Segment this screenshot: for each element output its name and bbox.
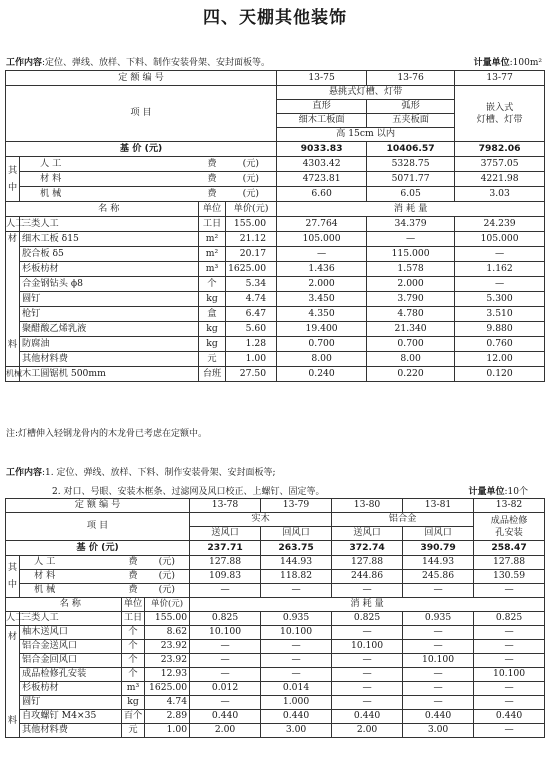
- material-price: 5.60: [226, 322, 277, 337]
- labor-qty: 27.764: [277, 217, 367, 232]
- cost-value: 144.93: [403, 556, 474, 570]
- material-unit: 个: [122, 654, 145, 668]
- labor-qty: 0.825: [474, 612, 545, 626]
- material-unit: 个: [199, 277, 226, 292]
- machine-qty: 0.220: [367, 367, 455, 382]
- cost-value: 127.88: [332, 556, 403, 570]
- cost-value: 6.60: [277, 187, 367, 202]
- board-header: 细木工板面: [277, 114, 367, 128]
- material-name: 圆钉: [20, 696, 122, 710]
- of-which-char: 中: [7, 578, 18, 590]
- cost-row: [6, 570, 545, 584]
- material-row: [6, 724, 545, 738]
- work-content-label: 工作内容: [6, 468, 43, 478]
- name-col-header: 名 称: [20, 598, 122, 612]
- price-col-header: 单价(元): [226, 202, 277, 217]
- material-unit: 个: [122, 668, 145, 682]
- material-unit: 元: [122, 724, 145, 738]
- material-row: [6, 322, 545, 337]
- quota-code: 13-80: [332, 499, 403, 513]
- material-qty: 10.100: [474, 668, 545, 682]
- work-content-text: :1. 定位、弹线、放样、下料、制作安装骨架、安封面板等;: [42, 468, 276, 478]
- material-unit: 元: [199, 352, 226, 367]
- material-qty: 19.400: [277, 322, 367, 337]
- material-row: [6, 626, 545, 640]
- cost-value: 130.59: [474, 570, 545, 584]
- material-qty: 3.790: [367, 292, 455, 307]
- material-qty: 2.00: [332, 724, 403, 738]
- unit-col-header: 单位: [199, 202, 226, 217]
- quota-table-2: [5, 498, 545, 738]
- material-qty: 0.440: [261, 710, 332, 724]
- material-row: [6, 262, 545, 277]
- material-qty: —: [474, 626, 545, 640]
- unit-col-header: 单位: [122, 598, 145, 612]
- base-price-label: 基 价 (元): [6, 541, 190, 556]
- machine-unit: 台班: [199, 367, 226, 382]
- material-row: [6, 696, 545, 710]
- material-qty: —: [474, 640, 545, 654]
- cost-name: 人 工: [20, 556, 122, 570]
- material-qty: 0.440: [332, 710, 403, 724]
- cost-value: —: [190, 584, 261, 598]
- material-name: 细木工板 δ15: [20, 232, 199, 247]
- quota-code: 13-81: [403, 499, 474, 513]
- inspection-header: [474, 513, 545, 541]
- material-price: 4.74: [226, 292, 277, 307]
- material-qty: 0.014: [261, 682, 332, 696]
- material-row: [6, 682, 545, 696]
- material-name: 其他材料费: [20, 352, 199, 367]
- material-price: 1.00: [145, 724, 190, 738]
- material-qty: 3.510: [455, 307, 545, 322]
- material-qty: 105.000: [455, 232, 545, 247]
- labor-qty: 24.239: [455, 217, 545, 232]
- material-qty: 21.340: [367, 322, 455, 337]
- material-qty: —: [332, 696, 403, 710]
- page-title: 四、天棚其他装饰: [203, 8, 347, 28]
- material-price: 5.34: [226, 277, 277, 292]
- work-content-1: [6, 55, 270, 68]
- shape-header: 直形: [277, 100, 367, 114]
- of-which-label: [6, 556, 20, 598]
- material-price: 1.00: [226, 352, 277, 367]
- board-header: 五夹板面: [367, 114, 455, 128]
- work-content-line-2: 2. 对口、号眼、安装木框条、过滤网及风口校正、上螺钉、固定等。: [52, 487, 325, 497]
- material-qty: —: [277, 247, 367, 262]
- height-header: 高 15cm 以内: [277, 128, 455, 142]
- material-unit: m³: [199, 262, 226, 277]
- material-price: 4.74: [145, 696, 190, 710]
- labor-name: 三类人工: [20, 217, 199, 232]
- cost-value: 244.86: [332, 570, 403, 584]
- labor-category: 人工: [6, 217, 20, 232]
- material-qty: 0.700: [367, 337, 455, 352]
- cost-fee: 费: [199, 172, 226, 187]
- cost-fee: 费: [199, 157, 226, 172]
- quota-code: 13-79: [261, 499, 332, 513]
- material-qty: 4.350: [277, 307, 367, 322]
- material-price: 8.62: [145, 626, 190, 640]
- quota-table-1: [5, 70, 545, 382]
- material-qty: —: [403, 640, 474, 654]
- material-row: [6, 292, 545, 307]
- material-unit: kg: [199, 337, 226, 352]
- cost-value: 109.83: [190, 570, 261, 584]
- cost-value: 6.05: [367, 187, 455, 202]
- cost-value: 4723.81: [277, 172, 367, 187]
- material-name: 聚醋酸乙烯乳液: [20, 322, 199, 337]
- cost-name: 材 料: [20, 570, 122, 584]
- material-row: [6, 307, 545, 322]
- material-qty: 3.00: [403, 724, 474, 738]
- machine-price: 27.50: [226, 367, 277, 382]
- material-qty: 8.00: [367, 352, 455, 367]
- cost-unit: (元): [226, 187, 277, 202]
- cost-value: 5328.75: [367, 157, 455, 172]
- work-content-text: :定位、弹线、放样、下料、制作安装骨架、安封面板等。: [42, 58, 271, 68]
- material-qty: —: [403, 682, 474, 696]
- material-name: 圆钉: [20, 292, 199, 307]
- material-qty: 2.000: [367, 277, 455, 292]
- price-col-header: 单价(元): [145, 598, 190, 612]
- material-name: 合金钢钻头 ϕ8: [20, 277, 199, 292]
- material-qty: 12.00: [455, 352, 545, 367]
- cost-row: [6, 584, 545, 598]
- base-price-value: 9033.83: [277, 142, 367, 157]
- cost-value: 144.93: [261, 556, 332, 570]
- embedded-line-2: 灯槽、灯带: [476, 113, 523, 125]
- material-qty: —: [332, 682, 403, 696]
- material-name: 枪钉: [20, 307, 199, 322]
- material-name: 杉板枋材: [20, 682, 122, 696]
- labor-qty: 0.825: [332, 612, 403, 626]
- cost-value: —: [261, 584, 332, 598]
- material-qty: 8.00: [277, 352, 367, 367]
- material-row: [6, 232, 545, 247]
- material-qty: 105.000: [277, 232, 367, 247]
- cost-value: 118.82: [261, 570, 332, 584]
- quota-number-header: 定 额 编 号: [6, 71, 277, 86]
- material-qty: —: [403, 626, 474, 640]
- material-qty: 0.440: [474, 710, 545, 724]
- material-qty: —: [367, 232, 455, 247]
- labor-qty: 0.935: [403, 612, 474, 626]
- group-header: 铝合金: [332, 513, 474, 527]
- material-row: [6, 710, 545, 724]
- cost-fee: 费: [122, 570, 145, 584]
- labor-unit: 工日: [122, 612, 145, 626]
- base-price-value: 390.79: [403, 541, 474, 556]
- material-qty: —: [190, 668, 261, 682]
- material-qty: 2.00: [190, 724, 261, 738]
- material-qty: 3.00: [261, 724, 332, 738]
- cost-value: 5071.77: [367, 172, 455, 187]
- measure-unit-label: 计量单位: [473, 58, 510, 68]
- machine-qty: 0.120: [455, 367, 545, 382]
- material-row: [6, 277, 545, 292]
- material-qty: —: [474, 682, 545, 696]
- material-qty: —: [190, 640, 261, 654]
- material-category-char: 材: [7, 631, 18, 642]
- material-qty: —: [261, 668, 332, 682]
- group-header: 悬挑式灯槽、灯带: [277, 86, 455, 100]
- group-header: 实木: [190, 513, 332, 527]
- material-price: 1.28: [226, 337, 277, 352]
- material-category-char: 料: [7, 339, 18, 351]
- material-unit: m³: [122, 682, 145, 696]
- consumption-header: 消 耗 量: [277, 202, 545, 217]
- quota-code: 13-77: [455, 71, 545, 86]
- material-unit: 百个: [122, 710, 145, 724]
- material-qty: —: [190, 654, 261, 668]
- material-qty: —: [261, 654, 332, 668]
- material-row: [6, 247, 545, 262]
- cost-name: 人 工: [20, 157, 199, 172]
- material-qty: —: [403, 696, 474, 710]
- cost-value: 245.86: [403, 570, 474, 584]
- material-row: [6, 640, 545, 654]
- material-price: 6.47: [226, 307, 277, 322]
- cost-value: 3757.05: [455, 157, 545, 172]
- inspection-line-1: 成品检修: [490, 515, 528, 527]
- quota-code: 13-82: [474, 499, 545, 513]
- material-category: [6, 626, 20, 738]
- material-unit: 个: [122, 640, 145, 654]
- measure-unit-1: [474, 55, 542, 68]
- material-qty: —: [455, 277, 545, 292]
- material-unit: 盒: [199, 307, 226, 322]
- material-row: [6, 654, 545, 668]
- of-which-char: 中: [8, 182, 18, 193]
- vent-type-header: 回风口: [261, 527, 332, 541]
- measure-unit-label: 计量单位: [468, 487, 505, 497]
- material-name: 铝合金送风口: [20, 640, 122, 654]
- material-unit: kg: [199, 292, 226, 307]
- cost-unit: (元): [145, 556, 190, 570]
- material-category: [6, 232, 20, 367]
- material-qty: 3.450: [277, 292, 367, 307]
- material-price: 20.17: [226, 247, 277, 262]
- material-qty: 2.000: [277, 277, 367, 292]
- material-unit: m²: [199, 232, 226, 247]
- material-qty: —: [332, 626, 403, 640]
- quota-code: 13-75: [277, 71, 367, 86]
- cost-value: 4303.42: [277, 157, 367, 172]
- material-qty: 1.578: [367, 262, 455, 277]
- vent-type-header: 回风口: [403, 527, 474, 541]
- material-qty: —: [190, 696, 261, 710]
- quota-number-header: 定 额 编 号: [6, 499, 190, 513]
- inspection-line-2: 孔安装: [495, 526, 523, 538]
- material-qty: 1.162: [455, 262, 545, 277]
- cost-name: 机 械: [20, 187, 199, 202]
- material-unit: 个: [122, 626, 145, 640]
- labor-qty: 0.935: [261, 612, 332, 626]
- measure-unit-2: [468, 484, 528, 497]
- cost-value: —: [332, 584, 403, 598]
- material-qty: 9.880: [455, 322, 545, 337]
- material-row: [6, 337, 545, 352]
- measure-unit-value: :100m²: [509, 58, 542, 68]
- cost-unit: (元): [226, 157, 277, 172]
- cost-unit: (元): [145, 584, 190, 598]
- cost-value: 4221.98: [455, 172, 545, 187]
- cost-unit: (元): [226, 172, 277, 187]
- labor-price: 155.00: [145, 612, 190, 626]
- material-price: 1625.00: [145, 682, 190, 696]
- cost-value: 127.88: [474, 556, 545, 570]
- material-price: 2.89: [145, 710, 190, 724]
- vent-type-header: 送风口: [190, 527, 261, 541]
- machine-name: 木工圆锯机 500mm: [20, 367, 199, 382]
- material-name: 铝合金回风口: [20, 654, 122, 668]
- material-qty: —: [332, 654, 403, 668]
- material-qty: 10.100: [190, 626, 261, 640]
- labor-name: 三类人工: [20, 612, 122, 626]
- material-qty: 1.436: [277, 262, 367, 277]
- labor-qty: 0.825: [190, 612, 261, 626]
- material-qty: —: [261, 640, 332, 654]
- material-name: 自攻螺钉 M4×35: [20, 710, 122, 724]
- material-unit: kg: [122, 696, 145, 710]
- of-which-char: 其: [8, 164, 18, 176]
- cost-fee: 费: [199, 187, 226, 202]
- material-name: 成品检修孔安装: [20, 668, 122, 682]
- embedded-header: [455, 86, 545, 142]
- material-price: 21.12: [226, 232, 277, 247]
- material-price: 12.93: [145, 668, 190, 682]
- labor-unit: 工日: [199, 217, 226, 232]
- of-which-char: 其: [7, 561, 18, 573]
- material-qty: —: [455, 247, 545, 262]
- material-qty: 4.780: [367, 307, 455, 322]
- material-qty: —: [474, 696, 545, 710]
- material-qty: 10.100: [261, 626, 332, 640]
- cost-value: 3.03: [455, 187, 545, 202]
- cost-unit: (元): [145, 570, 190, 584]
- name-col-header: 名 称: [20, 202, 199, 217]
- material-unit: kg: [199, 322, 226, 337]
- of-which-label: [6, 157, 20, 202]
- consumption-header: 消 耗 量: [190, 598, 545, 612]
- measure-unit-value: :10个: [504, 487, 528, 497]
- material-qty: 0.440: [403, 710, 474, 724]
- cost-value: 127.88: [190, 556, 261, 570]
- material-qty: —: [403, 668, 474, 682]
- material-qty: 0.440: [190, 710, 261, 724]
- material-qty: 0.700: [277, 337, 367, 352]
- material-name: 柚木送风口: [20, 626, 122, 640]
- material-row: [6, 668, 545, 682]
- quota-code: 13-76: [367, 71, 455, 86]
- labor-category: 人工: [6, 612, 20, 626]
- material-row: [6, 352, 545, 367]
- material-name: 胶合板 δ5: [20, 247, 199, 262]
- material-name: 其他材料费: [20, 724, 122, 738]
- material-name: 杉板枋材: [20, 262, 199, 277]
- material-qty: 10.100: [403, 654, 474, 668]
- machine-category: 机械: [6, 367, 20, 382]
- material-qty: 5.300: [455, 292, 545, 307]
- cost-fee: 费: [122, 584, 145, 598]
- base-price-label: 基 价 (元): [6, 142, 277, 157]
- material-price: 23.92: [145, 654, 190, 668]
- work-content-2: [6, 465, 276, 478]
- material-qty: 10.100: [332, 640, 403, 654]
- cost-fee: 费: [122, 556, 145, 570]
- cost-row: [6, 556, 545, 570]
- material-qty: —: [332, 668, 403, 682]
- base-price-value: 263.75: [261, 541, 332, 556]
- item-header: 项 目: [6, 513, 190, 541]
- base-price-value: 7982.06: [455, 142, 545, 157]
- material-unit: m²: [199, 247, 226, 262]
- material-qty: 1.000: [261, 696, 332, 710]
- labor-qty: 34.379: [367, 217, 455, 232]
- cost-name: 机 械: [20, 584, 122, 598]
- material-qty: 0.012: [190, 682, 261, 696]
- work-content-label: 工作内容: [6, 58, 43, 68]
- material-category-char: 材: [7, 233, 18, 244]
- material-price: 1625.00: [226, 262, 277, 277]
- note-1: 注:灯槽伸入轻钢龙骨内的木龙骨已考虑在定额中。: [6, 429, 208, 439]
- cost-name: 材 料: [20, 172, 199, 187]
- base-price-value: 237.71: [190, 541, 261, 556]
- item-header: 项 目: [6, 86, 277, 142]
- labor-price: 155.00: [226, 217, 277, 232]
- quota-code: 13-78: [190, 499, 261, 513]
- shape-header: 弧形: [367, 100, 455, 114]
- material-qty: —: [474, 724, 545, 738]
- machine-qty: 0.240: [277, 367, 367, 382]
- base-price-value: 10406.57: [367, 142, 455, 157]
- material-price: 23.92: [145, 640, 190, 654]
- vent-type-header: 送风口: [332, 527, 403, 541]
- material-name: 防腐油: [20, 337, 199, 352]
- cost-value: —: [403, 584, 474, 598]
- base-price-value: 258.47: [474, 541, 545, 556]
- material-qty: 115.000: [367, 247, 455, 262]
- embedded-line-1: 嵌入式: [485, 102, 514, 113]
- material-qty: 0.760: [455, 337, 545, 352]
- base-price-value: 372.74: [332, 541, 403, 556]
- cost-value: —: [474, 584, 545, 598]
- material-qty: —: [474, 654, 545, 668]
- material-category-char: 料: [7, 715, 18, 727]
